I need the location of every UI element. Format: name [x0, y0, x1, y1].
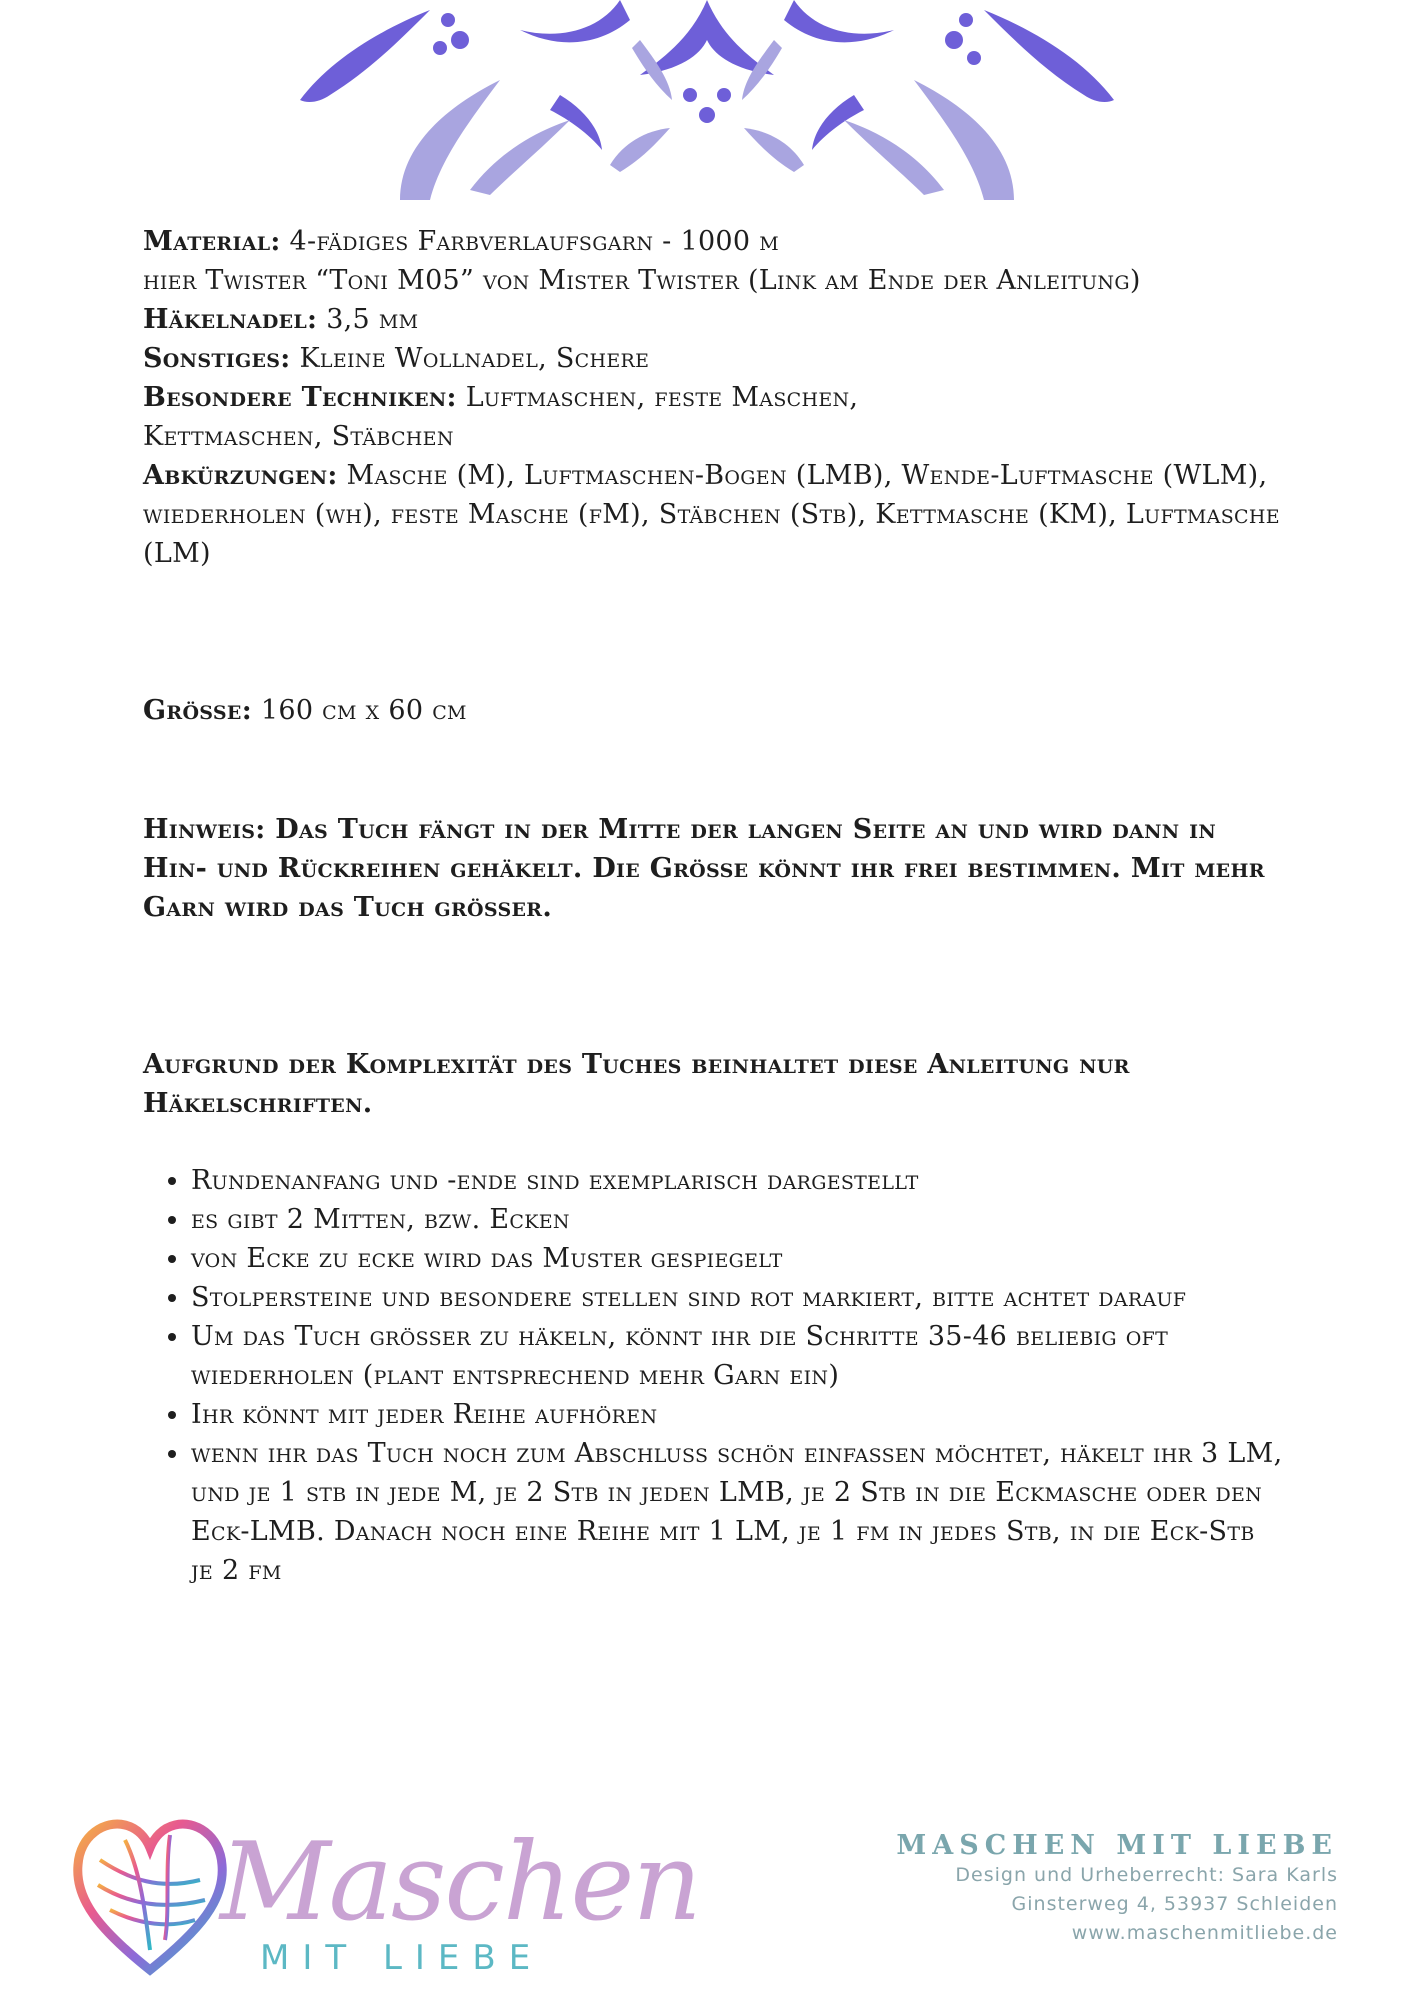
techniques-line [143, 378, 1283, 417]
abbreviations-line [143, 456, 1283, 573]
hook-label: Häkelnadel: [143, 304, 318, 335]
size-line [143, 691, 1283, 730]
list-item: • Um das Tuch grösser zu häkeln, könnt ihr die Schritte 35-46 beliebig oft wiederholen (plant entsprechend mehr Garn ein) [191, 1317, 1283, 1395]
copyright-line: Design und Urheberrecht: Sara Karls [955, 1864, 1338, 1886]
website-link[interactable]: www.maschenmitliebe.de [1071, 1922, 1338, 1944]
footer-contact [896, 1830, 1338, 1948]
hook-line [143, 300, 1283, 339]
list-item: • wenn ihr das Tuch noch zum Abschluss schön einfassen möchtet, häkelt ihr 3 LM, und je 1 stb in jede M, je 2 Stb in jeden LMB, je 2 Stb in die Eckmasche oder den Eck-LMB. Danach noch eine Reihe mit 1 LM, je 1 fm in jedes Stb, in die Eck-Stb je 2 fm [191, 1434, 1283, 1590]
other-label: Sonstiges: [143, 343, 291, 374]
floral-ornament [0, 0, 1414, 210]
abbreviations-value: Masche (M), Luftmaschen-Bogen (LMB), Wende-Luftmasche (WLM), wiederholen (wh), feste Masche (fM), Stäbchen (Stb), Kettmasche (KM), Luftmasche (LM) [143, 460, 1280, 569]
abbreviations-label: Abkürzungen: [143, 460, 338, 491]
instructions-body [143, 222, 1283, 1590]
hint-paragraph: Hinweis: Das Tuch fängt in der Mitte der langen Seite an und wird dann in Hin- und Rückreihen gehäkelt. Die Grösse könnt ihr frei bestimmen. Mit mehr Garn wird das Tuch grösser. [143, 814, 1265, 923]
size-label: Grösse: [143, 695, 252, 726]
list-item: • von Ecke zu ecke wird das Muster gespiegelt [191, 1239, 1283, 1278]
logo-script-text: Maschen [220, 1820, 700, 1945]
other-line [143, 339, 1283, 378]
notes-list [143, 1161, 1283, 1590]
list-item: • Ihr könnt mit jeder Reihe aufhören [191, 1395, 1283, 1434]
complexity-paragraph: Aufgrund der Komplexität des Tuches beinhaltet diese Anleitung nur Häkelschriften. [143, 1049, 1130, 1119]
list-item: • es gibt 2 Mitten, bzw. Ecken [191, 1200, 1283, 1239]
techniques-label: Besondere Techniken: [143, 382, 457, 413]
techniques-value-2: Kettmaschen, Stäbchen [143, 421, 454, 452]
list-item: • Rundenanfang und -ende sind exemplarisch dargestellt [191, 1161, 1283, 1200]
yarn-heart-icon [70, 1800, 230, 1980]
size-value: 160 cm x 60 cm [251, 695, 467, 726]
address-line: Ginsterweg 4, 53937 Schleiden [1011, 1893, 1338, 1915]
other-value: Kleine Wollnadel, Schere [290, 343, 650, 374]
list-item: • Stolpersteine und besondere stellen sind rot markiert, bitte achtet darauf [191, 1278, 1283, 1317]
brand-logo [70, 1800, 700, 1990]
material-value: 4-fädiges Farbverlaufsgarn - 1000 m [280, 226, 780, 257]
hook-value: 3,5 mm [317, 304, 419, 335]
logo-subtitle: MIT LIEBE [260, 1938, 544, 1978]
material-note: hier Twister “Toni M05” von Mister Twister (Link am Ende der Anleitung) [143, 265, 1141, 296]
brand-name: MASCHEN MIT LIEBE [896, 1830, 1338, 1861]
material-label: Material: [143, 226, 281, 257]
material-line [143, 222, 1283, 261]
techniques-value: Luftmaschen, feste Maschen, [456, 382, 859, 413]
center-petal [640, 0, 774, 75]
